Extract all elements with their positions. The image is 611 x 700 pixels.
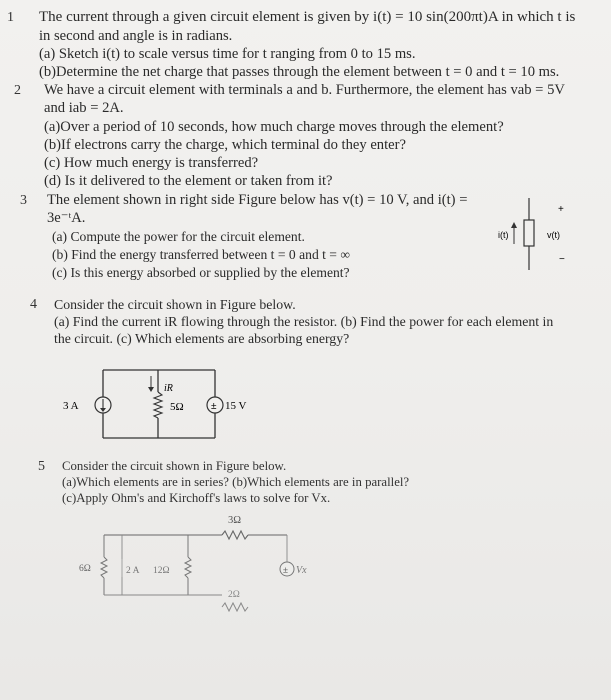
q3-plus-sign: + [558,204,564,215]
q4-circuit [55,366,255,446]
q1-number: 1 [7,10,14,25]
q4-number: 4 [30,297,37,312]
q4-line1: Consider the circuit shown in Figure below. [54,297,296,312]
q5-line2: (a)Which elements are in series? (b)Which elements are in parallel? [62,475,410,489]
q4-current-source-label: 3 A [63,400,79,412]
q2-part-a: (a)Over a period of 10 seconds, how much charge moves through the element? [44,119,504,135]
q3-minus-sign: − [559,254,565,265]
q5-line1: Consider the circuit shown in Figure below. [62,459,287,473]
q3-line2: 3e⁻ᵗA. [47,210,86,226]
q1-part-b: (b)Determine the net charge that passes through the element between t = 0 and t = 10 ms. [39,64,560,80]
q1-line1: The current through a given circuit element is given by i(t) = 10 sin(200πt)A in which t is [39,9,576,25]
q2-part-c: (c) How much energy is transferred? [44,155,259,171]
q5-voltage-source-label: Vx [296,565,307,576]
q1-part-a: (a) Sketch i(t) to scale versus time for t ranging from 0 to 15 ms. [39,46,416,62]
q2-line1: We have a circuit element with terminals a and b. Furthermore, the element has vab = 5V [44,82,565,98]
q5-r-top-label: 3Ω [228,515,242,526]
q3-voltage-label: v(t) [547,230,560,240]
q5-line3: (c)Apply Ohm's and Kirchoff's laws to solve for Vx. [62,491,331,505]
q4-voltage-source-label: 15 V [225,400,247,412]
q3-part-a: (a) Compute the power for the circuit element. [52,229,305,244]
q1-line2: in second and angle is in radians. [39,28,233,44]
q3-number: 3 [20,193,27,208]
q3-current-label: i(t) [498,230,509,240]
q5-r-bottom-label: 2Ω [228,590,240,600]
q3-part-b: (b) Find the energy transferred between t = 0 and t = ∞ [52,247,351,262]
q3-element-figure [484,198,584,278]
q4-resistor-label: 5Ω [170,401,184,413]
svg-text:±: ± [211,401,217,412]
q5-r-mid-label: 12Ω [153,566,170,576]
q2-part-b: (b)If electrons carry the charge, which terminal do they enter? [44,137,406,153]
q5-circuit [79,505,342,625]
q4-line3: the circuit. (c) Which elements are absorbing energy? [54,331,350,346]
q3-line1: The element shown in right side Figure below has v(t) = 10 V, and i(t) = [47,192,468,208]
q2-line2: and iab = 2A. [44,100,124,116]
q5-number: 5 [38,459,45,474]
q3-part-c: (c) Is this energy absorbed or supplied by the element? [52,265,350,280]
q4-line2: (a) Find the current iR flowing through the resistor. (b) Find the power for each element in [54,314,554,329]
q2-part-d: (d) Is it delivered to the element or taken from it? [44,173,333,189]
q2-number: 2 [14,83,21,98]
svg-text:±: ± [283,565,288,575]
q5-current-source-label: 2 A [126,566,140,576]
q4-ir-label: iR [164,383,173,394]
q5-r-left-label: 6Ω [79,564,91,574]
